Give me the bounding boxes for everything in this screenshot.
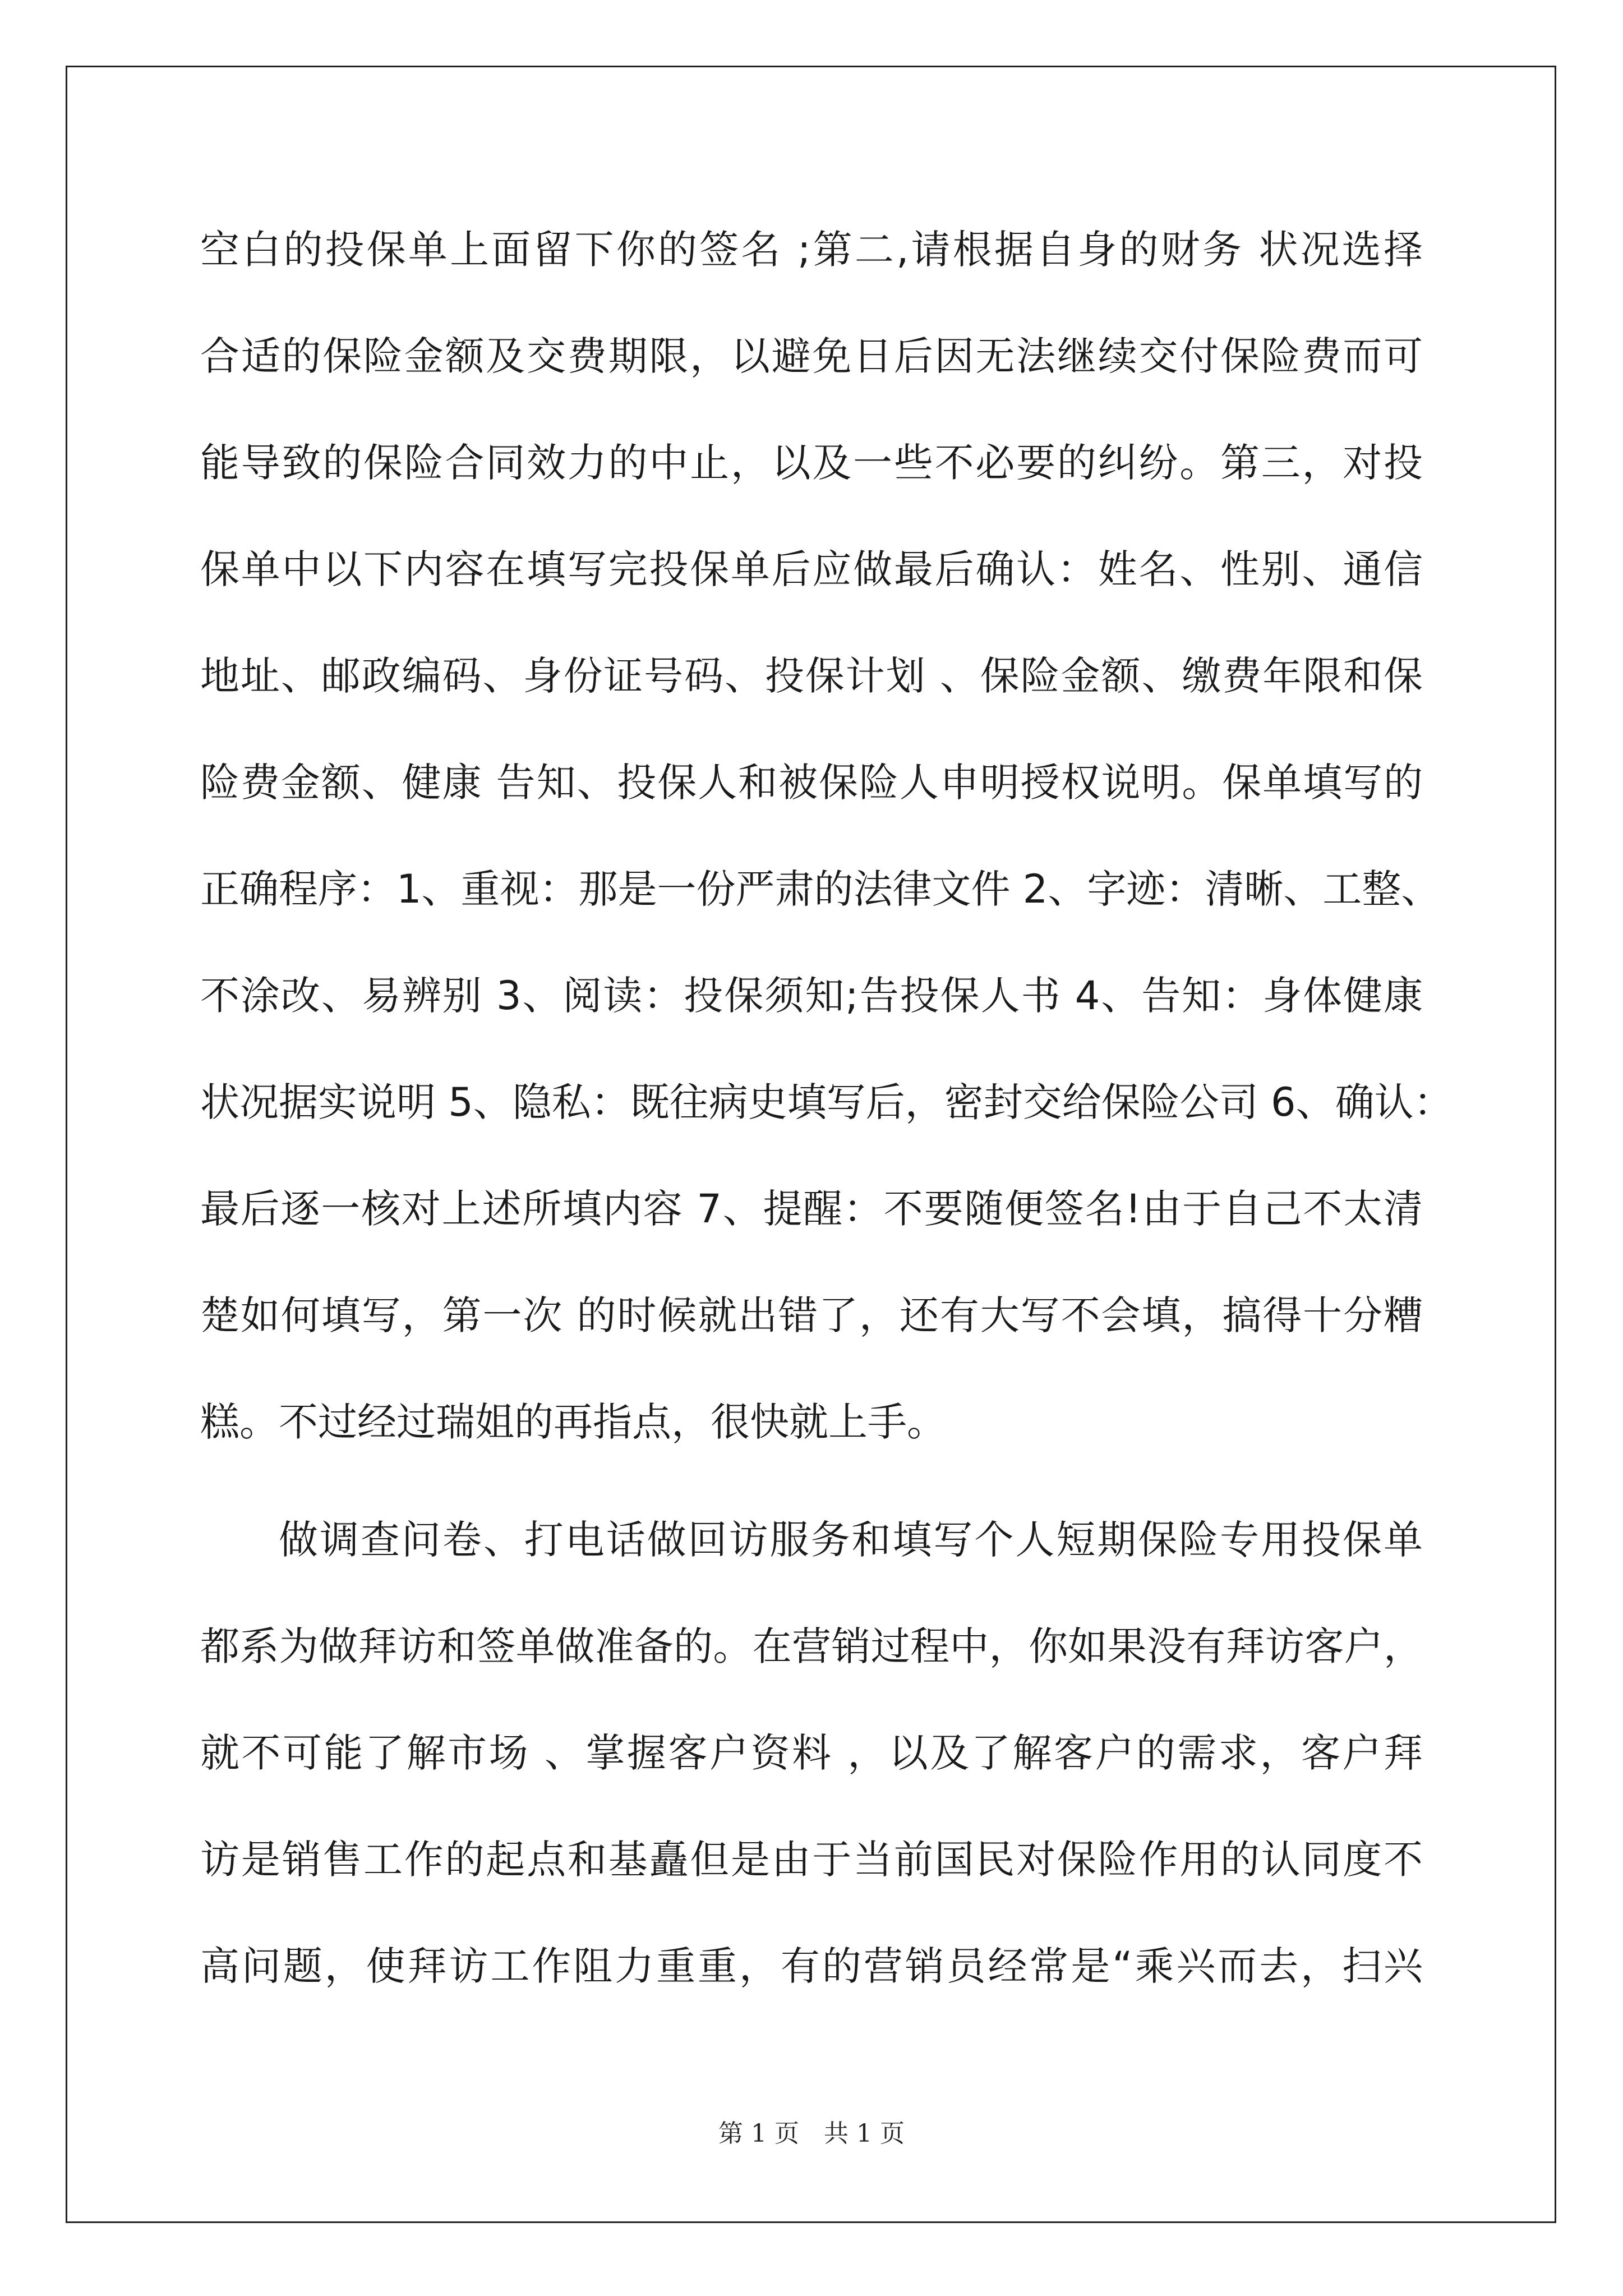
page-footer: 第 1 页 共 1 页: [718, 2119, 905, 2148]
text-line: 地址、邮政编码、身份证号码、投保计划 、保险金额、缴费年限和保: [200, 653, 1423, 699]
text-line: 访是销售工作的起点和基矗但是由于当前国民对保险作用的认同度不: [200, 1837, 1423, 1883]
text-line: 糕。不过经过瑞姐的再指点，很快就上手。: [200, 1399, 946, 1445]
text-line: 空白的投保单上面留下你的签名 ;第二,请根据自身的财务 状况选择: [200, 227, 1423, 273]
text-line: 险费金额、健康 告知、投保人和被保险人申明授权说明。保单填写的: [200, 760, 1423, 806]
text-line: 不涂改、易辨别 3、阅读：投保须知;告投保人书 4、告知：身体健康: [200, 973, 1423, 1019]
text-line: 楚如何填写，第一次 的时候就出错了，还有大写不会填，搞得十分糟: [200, 1292, 1423, 1338]
paragraph: [200, 219, 1453, 1498]
text-line: 做调查问卷、打电话做回访服务和填写个人短期保险专用投保单: [279, 1517, 1423, 1563]
text-line: 正确程序：1、重视：那是一份严肃的法律文件 2、字迹：清晰、工整、: [200, 866, 1441, 912]
text-line: 保单中以下内容在填写完投保单后应做最后确认：姓名、性别、通信: [200, 546, 1423, 592]
paragraph-gap: [200, 1498, 1423, 1509]
text-line: 最后逐一核对上述所填内容 7、提醒：不要随便签名!由于自己不太清: [200, 1186, 1423, 1232]
text-line: 就不可能了解市场 、掌握客户资料 ，以及了解客户的需求，客户拜: [200, 1730, 1423, 1776]
text-line: 状况据实说明 5、隐私：既往病史填写后，密封交给保险公司 6、确认：: [200, 1079, 1453, 1125]
paragraph: [200, 1509, 1423, 2042]
text-line: 高问题，使拜访工作阻力重重，有的营销员经常是“乘兴而去，扫兴: [200, 1943, 1423, 1989]
document-body: [200, 219, 1453, 2042]
text-line: 合适的保险金额及交费期限，以避免日后因无法继续交付保险费而可: [200, 333, 1423, 379]
text-line: 都系为做拜访和签单做准备的。在营销过程中，你如果没有拜访客户，: [200, 1623, 1423, 1669]
text-line: 能导致的保险合同效力的中止，以及一些不必要的纠纷。第三，对投: [200, 440, 1423, 486]
